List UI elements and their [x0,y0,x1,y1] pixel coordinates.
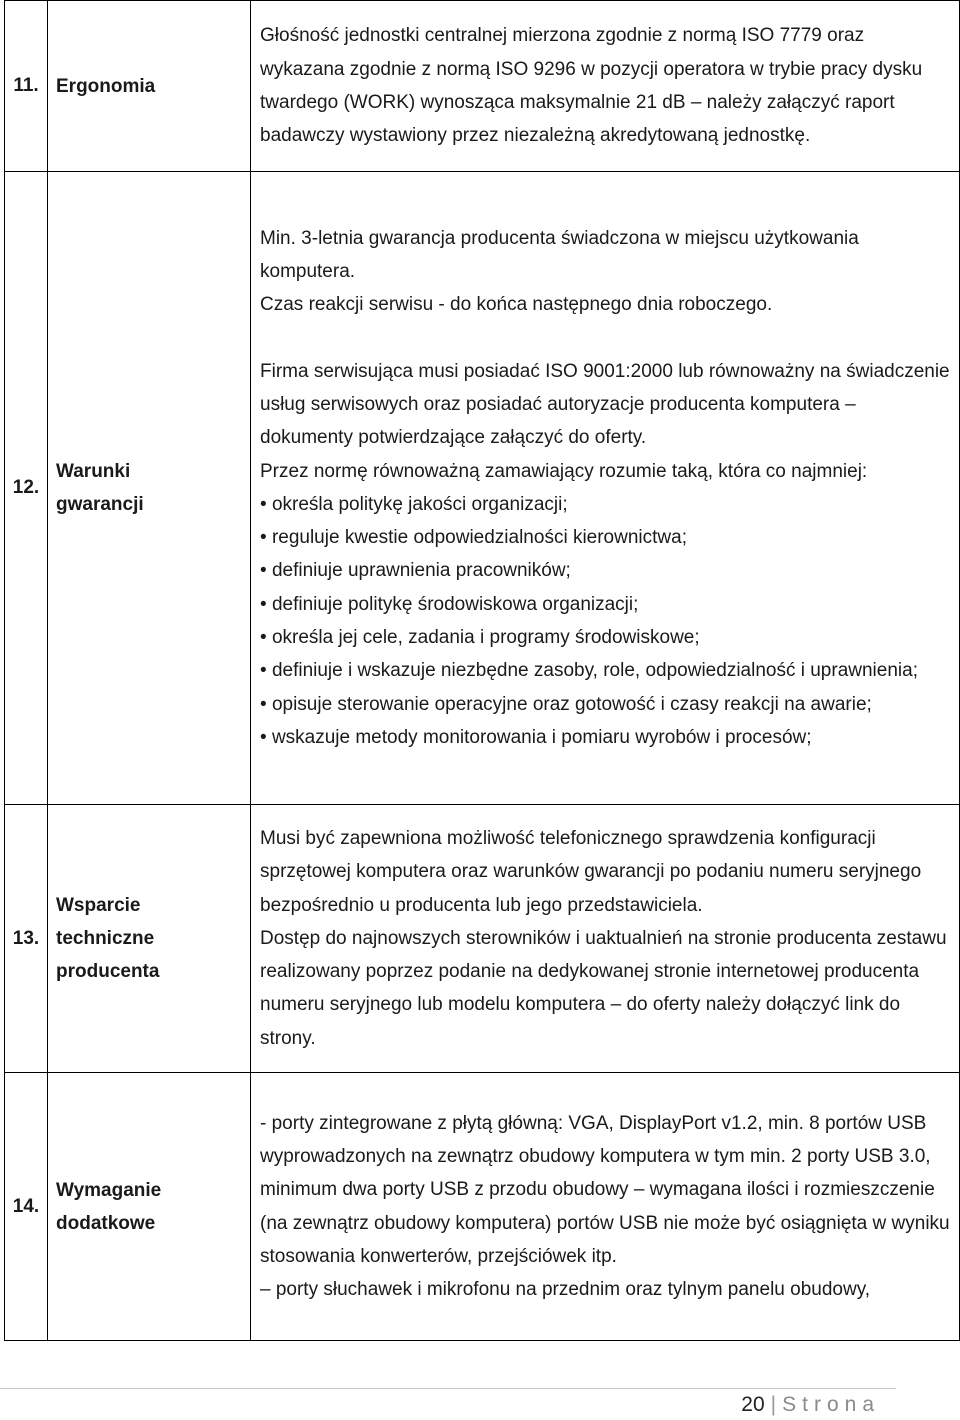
description-paragraph: Głośność jednostki centralnej mierzona zgodnie z normą ISO 7779 oraz wykazana zgodnie z normą ISO 9296 w pozycji operatora w trybie pracy dysku twardego (WORK) wynosząca maksymalnie 21 dB – należy załączyć raport badawczy wystawiony przez niezależną akredytowaną jednostkę. [260,25,923,147]
bullet-item: • reguluje kwestie odpowiedzialności kierownictwa; [260,521,953,554]
row-description [251,805,960,1073]
row-name-line: dodatkowe [56,1212,156,1234]
specification-table [4,0,960,1341]
description-paragraph: - porty zintegrowane z płytą główną: VGA, DisplayPort v1.2, min. 8 portów USB wyprowadzonych na zewnątrz obudowy komputera w tym min. 2 porty USB 3.0, minimum dwa porty USB z przodu obudowy – wymagana ilości i rozmieszczenie (na zewnątrz obudowy komputera) portów USB nie może być osiągnięta w wyniku stosowania konwerterów, przejściówek itp. [260,1112,950,1267]
bullet-item: • opisuje sterowanie operacyjne oraz gotowość i czasy reakcji na awarie; [260,688,953,721]
row-description [251,1073,960,1341]
footer-separator: | [770,1393,777,1416]
page-number: 20 [741,1393,765,1416]
footer-divider [0,1388,896,1389]
row-name-line: gwarancji [56,494,144,515]
row-name [48,172,251,805]
footer-page-word: Strona [782,1393,880,1416]
bullet-item: • definiuje i wskazuje niezbędne zasoby, role, odpowiedzialność i uprawnienia; [260,654,953,687]
row-description [251,1,960,172]
spacer [260,322,953,355]
row-name [48,1,251,172]
bullet-item: • wskazuje metody monitorowania i pomiaru wyrobów i procesów; [260,721,953,754]
bullet-item: • określa politykę jakości organizacji; [260,488,953,521]
description-paragraph: – porty słuchawek i mikrofonu na przednim oraz tylnym panelu obudowy, [260,1279,871,1301]
row-name-line: producenta [56,961,160,982]
bullet-item: • określa jej cele, zadania i programy środowiskowe; [260,621,953,654]
description-paragraph: Min. 3-letnia gwarancja producenta świadczona w miejscu użytkowania komputera. [260,227,859,283]
table-row [5,172,960,805]
row-name-line: Wsparcie [56,895,141,916]
description-paragraph: Firma serwisująca musi posiadać ISO 9001:2000 lub równoważny na świadczenie usług serwisowych oraz posiadać autoryzacje producenta komputera – dokumenty potwierdzające załączyć do oferty. [260,360,950,449]
row-name-line: techniczne [56,928,155,949]
row-name [48,1073,251,1341]
table-row [5,1073,960,1341]
description-paragraph: Czas reakcji serwisu - do końca następnego dnia roboczego. [260,294,773,316]
description-paragraph: Musi być zapewniona możliwość telefonicznego sprawdzenia konfiguracji sprzętowej komputera oraz warunków gwarancji po podaniu numeru seryjnego bezpośrednio u producenta lub jego przedstawiciela. [260,827,922,916]
row-number: 11. [5,1,48,172]
table-row [5,1,960,172]
page-footer [741,1390,880,1420]
row-description [251,172,960,805]
description-paragraph: Przez normę równoważną zamawiający rozumie taką, która co najmniej: [260,460,868,482]
row-name-text: Ergonomia [56,75,156,97]
row-number: 13. [5,805,48,1073]
description-paragraph: Dostęp do najnowszych sterowników i uaktualnień na stronie producenta zestawu realizowany poprzez podanie na dedykowanej stronie internetowej producenta numeru seryjnego lub modelu komputera – do oferty należy dołączyć link do strony. [260,927,947,1049]
row-name-line: Warunki [56,461,131,482]
table-row [5,805,960,1073]
row-number: 14. [5,1073,48,1341]
row-name [48,805,251,1073]
row-name-line: Wymaganie [56,1179,162,1201]
row-number: 12. [5,172,48,805]
bullet-item: • definiuje uprawnienia pracowników; [260,554,953,587]
bullet-item: • definiuje politykę środowiskowa organizacji; [260,588,953,621]
